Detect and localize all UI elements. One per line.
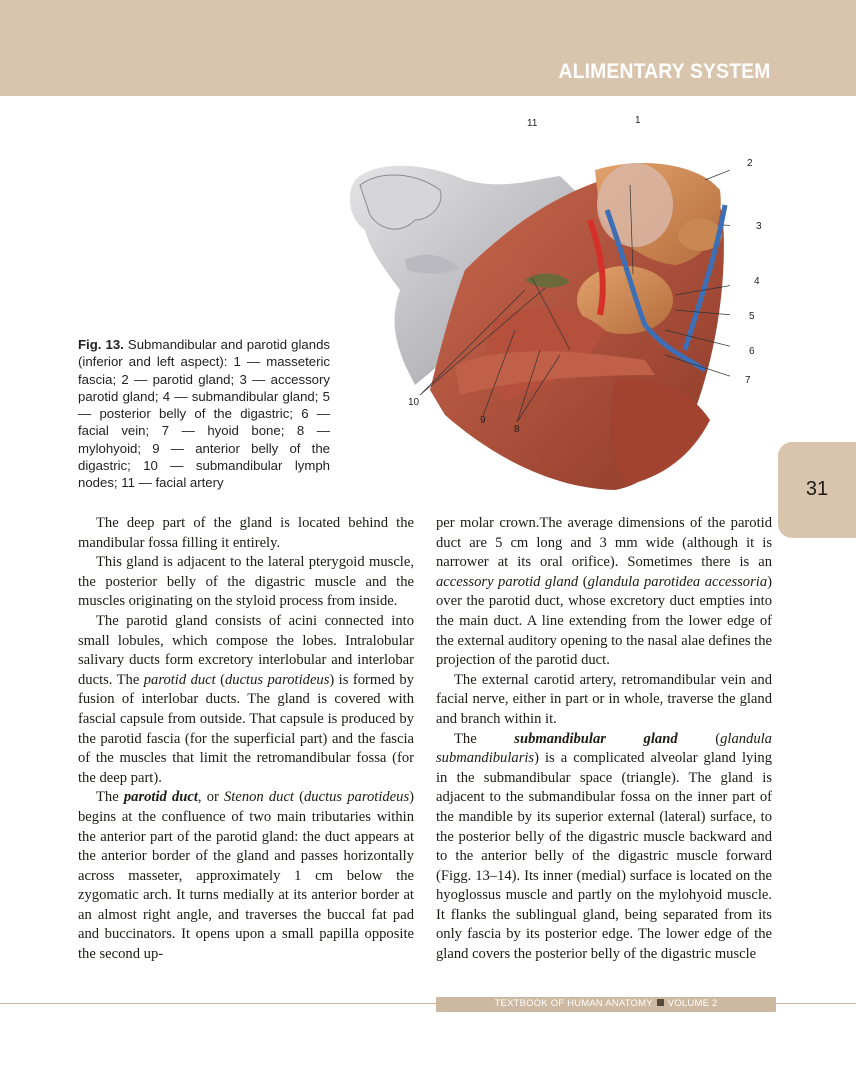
footer-separator — [657, 999, 664, 1006]
label-7: 7 — [745, 375, 751, 386]
label-4: 4 — [754, 276, 760, 287]
figure-caption-label: Fig. 13. — [78, 337, 124, 352]
paragraph: The parotid duct, or Stenon duct (ductus parotideus) begins at the confluence of two main tributaries within the anterior part of the parotid gland: the duct appears at the anterior border of the gland and passes horizontally across masseter, approximately 1 cm below the zygomatic arch. It turns medially at its anterior border at an almost right angle, and traverses the buccal fat pad and buccinators. It opens upon a small papilla opposite the second up- — [78, 789, 415, 963]
chapter-title: ALIMENTARY SYSTEM — [558, 60, 771, 83]
paragraph: per molar crown.The average dimensions of the parotid duct are 5 cm long and 3 mm wide (although it is narrower at its oral orifice). Sometimes there is an accessory parotid gland (glandula parotidea accessoria) over the parotid duct, whose excretory duct empties into the main duct. A line extending from the lower edge of the external auditory opening to the nasal alae defines the projection of the parotid duct. — [436, 515, 773, 669]
volume-label: VOLUME 2 — [667, 998, 718, 1009]
label-5: 5 — [749, 311, 755, 322]
footer-text — [436, 998, 776, 1009]
body-column-left — [78, 514, 414, 965]
label-1: 1 — [635, 115, 641, 126]
label-8: 8 — [514, 424, 520, 435]
label-6: 6 — [749, 346, 755, 357]
footer-bar — [436, 997, 776, 1012]
page-number: 31 — [805, 478, 829, 500]
label-10: 10 — [408, 397, 420, 408]
figure-caption-text: Submandibular and parotid glands (inferior and left aspect): 1 — masseteric fascia; 2 — parotid gland; 3 — accessory parotid gland; 4 — submandibular gland; 5 — posterior belly of the digastric; 6 — facial vein; 7 — hyoid bone; 8 — mylohyoid; 9 — anterior belly of the digastric; 10 — submandibular lymph nodes; 11 — facial artery — [78, 337, 330, 491]
page-number-tab — [778, 442, 856, 538]
figure-caption — [78, 336, 330, 492]
book-title: TEXTBOOK OF HUMAN ANATOMY — [494, 998, 653, 1009]
body-column-right — [436, 514, 772, 965]
label-11: 11 — [527, 118, 538, 129]
paragraph: This gland is adjacent to the lateral pterygoid muscle, the posterior belly of the digastric muscle and the muscles originating on the styloid process from inside. — [78, 554, 414, 610]
label-2: 2 — [747, 158, 753, 169]
paragraph: The parotid gland consists of acini connected into small lobules, which compose the lobes. Intralobular salivary ducts form excretory interlobular and interlobar ducts. The parotid duct (ductus parotideus) is formed by fusion of interlobar ducts. The gland is covered with fascial capsule from outside. That capsule is produced by the parotid fascia (for the superficial part) and the fascia of the muscles that limit the retromandibular fossa (for the deep part). — [78, 612, 414, 786]
anatomy-illustration — [345, 150, 730, 495]
header-band — [0, 0, 856, 96]
paragraph: The external carotid artery, retromandibular vein and facial nerve, either in part or in whole, traverse the gland and branch within it. — [436, 671, 772, 727]
paragraph: The submandibular gland (glandula submandibularis) is a complicated alveolar gland lying in the submandibular space (triangle). The gland is adjacent to the submandibular fossa on the inner part of the mandible by its superior external (lateral) surface, to the posterior belly of the digastric muscle backward and to the anterior belly of the digastric muscle forward (Figg. 13–14). Its inner (medial) surface is located on the hyoglossus muscle and partly on the mylohyoid muscle. It flanks the sublingual gland, being separated from its only fascia by its posterior edge. The lower edge of the gland covers the posterior belly of the digastric muscle — [436, 730, 772, 963]
label-9: 9 — [480, 415, 486, 426]
paragraph: The deep part of the gland is located behind the mandibular fossa filling it entirely. — [78, 515, 414, 551]
masseteric-fascia — [597, 163, 673, 247]
label-3: 3 — [756, 221, 762, 232]
